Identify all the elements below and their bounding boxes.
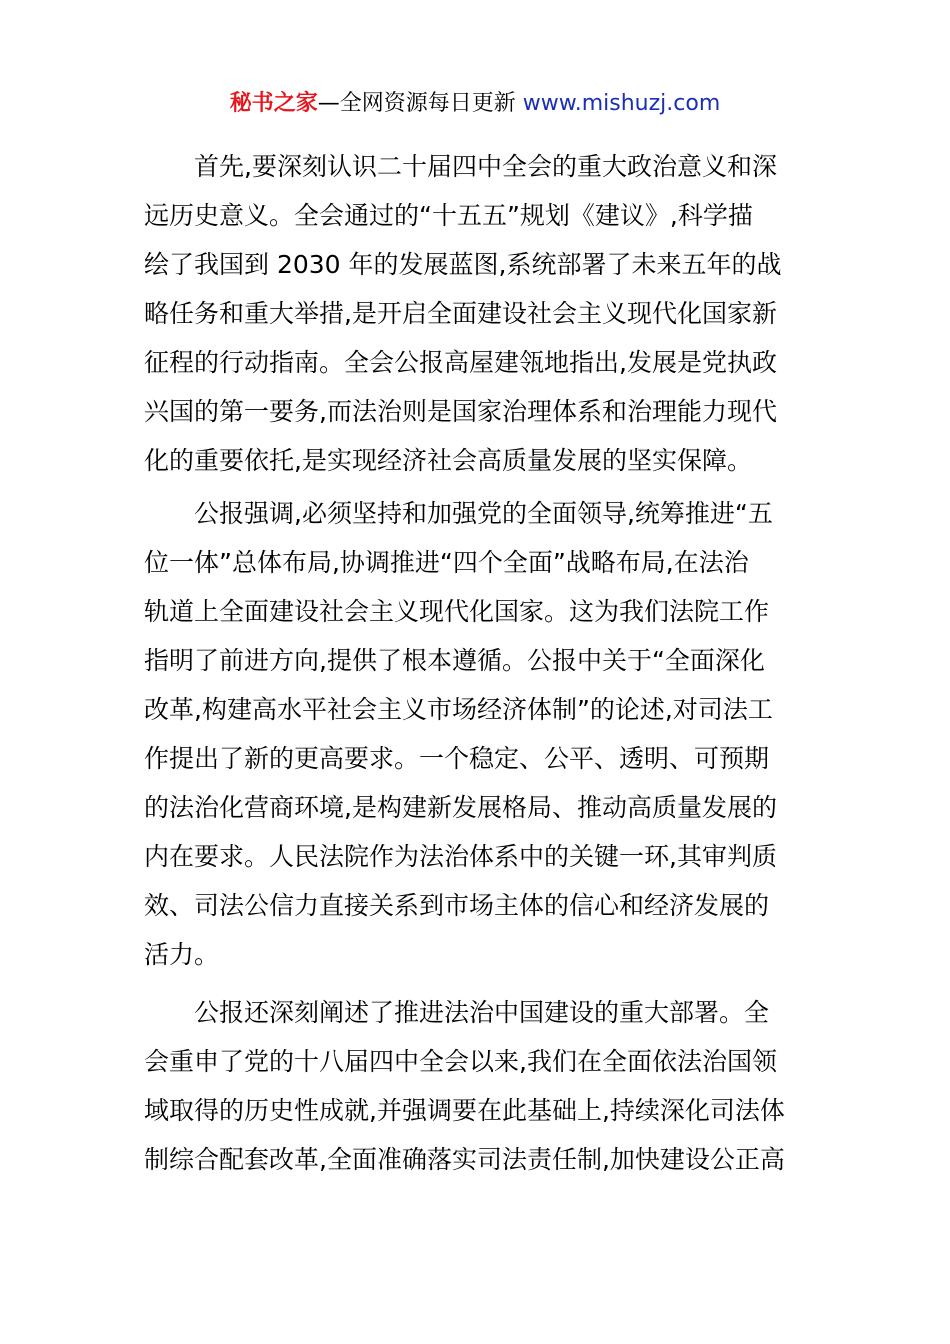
text-line: 改革,构建高水平社会主义市场经济体制”的论述,对司法工 [144, 695, 773, 724]
text-line: 作提出了新的更高要求。一个稳定、公平、透明、可预期 [144, 744, 770, 773]
text-line: 略任务和重大举措,是开启全面建设社会主义现代化国家新 [144, 299, 777, 328]
site-tagline: —全网资源每日更新 [317, 91, 523, 116]
text-line: 征程的行动指南。全会公报高屋建瓴地指出,发展是党执政 [144, 348, 777, 377]
text-line: 指明了前进方向,提供了根本遵循。公报中关于“全面深化 [144, 646, 765, 675]
site-url-link[interactable]: www.mishuzj.com [522, 91, 721, 116]
text-line: 轨道上全面建设社会主义现代化国家。这为我们法院工作 [144, 597, 770, 626]
text-line: 内在要求。人民法院作为法治体系中的关键一环,其审判质 [144, 842, 777, 871]
text-line: 公报强调,必须坚持和加强党的全面领导,统筹推进“五 [144, 499, 773, 528]
text-line: 位一体”总体布局,协调推进“四个全面”战略布局,在法治 [144, 548, 749, 577]
site-brand: 秘书之家 [229, 91, 318, 116]
text-line: 远历史意义。全会通过的“十五五”规划《建议》,科学描 [144, 201, 753, 230]
text-line: 绘了我国到 2030 年的发展蓝图,系统部署了未来五年的战 [144, 250, 782, 279]
text-line: 化的重要依托,是实现经济社会高质量发展的坚实保障。 [144, 446, 752, 475]
text-line: 的法治化营商环境,是构建新发展格局、推动高质量发展的 [144, 793, 777, 822]
text-line: 制综合配套改革,全面准确落实司法责任制,加快建设公正高 [144, 1145, 785, 1174]
site-header [0, 88, 950, 120]
text-line: 兴国的第一要务,而法治则是国家治理体系和治理能力现代 [144, 397, 777, 426]
text-line: 域取得的历史性成就,并强调要在此基础上,持续深化司法体 [144, 1096, 785, 1125]
text-line: 效、司法公信力直接关系到市场主体的信心和经济发展的 [144, 891, 770, 920]
text-line: 会重申了党的十八届四中全会以来,我们在全面依法治国领 [144, 1047, 777, 1076]
text-line: 活力。 [144, 940, 220, 969]
text-line: 公报还深刻阐述了推进法治中国建设的重大部署。全 [144, 998, 770, 1027]
text-line: 首先,要深刻认识二十届四中全会的重大政治意义和深 [144, 152, 777, 181]
